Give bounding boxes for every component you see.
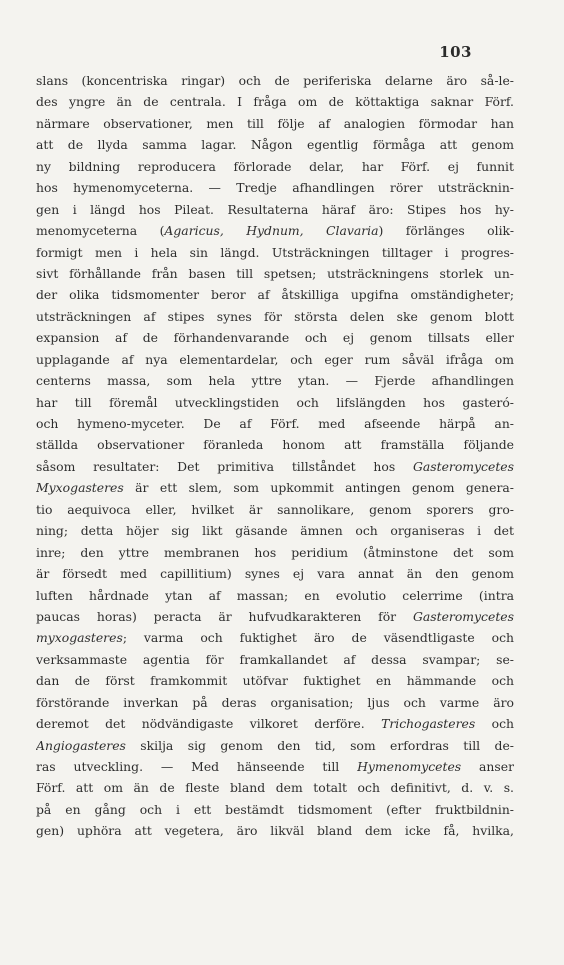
text-line: gen i längd hos Pileat. Resultaterna häraf äro: Stipes hos hy-	[36, 201, 514, 217]
text-line: att de llyda samma lagar. Någon egentlig förmåga att genom	[36, 137, 514, 153]
text-line: centerns massa, som hela yttre ytan. — Fjerde afhandlingen	[36, 373, 514, 389]
text-line: deremot det nödvändigaste vilkoret derföre. Trichogasteres och	[36, 716, 514, 732]
text-line: förstörande inverkan på deras organisation; ljus och varme äro	[36, 694, 514, 710]
italic-term: myxogasteres	[36, 630, 123, 646]
italic-term: Hymenomycetes	[357, 759, 462, 774]
text-line: verksammaste agentia för framkallandet af dessa svampar; se-	[36, 651, 514, 667]
text-line: tio aequivoca eller, hvilket är sannolikare, genom sporers gro-	[36, 501, 514, 517]
page-number: 103	[439, 43, 472, 61]
italic-term: Gasteromycetes	[412, 458, 514, 474]
text-line: närmare observationer, men till följe af analogien förmodar han	[36, 115, 514, 131]
text-line: des yngre än de centrala. I fråga om de köttaktiga saknar Förf.	[36, 94, 514, 110]
text-line: upplagande af nya elementardelar, och eger rum såväl ifråga om	[36, 351, 514, 367]
text-line: och hymeno-myceter. De af Förf. med afseende härpå an-	[36, 416, 514, 431]
text-line: dan de först framkommit utöfvar fuktighet en hämmande och	[36, 673, 514, 689]
text-line: inre; den yttre membranen hos peridium (åtminstone det som	[36, 544, 514, 560]
text-line: slans (koncentriska ringar) och de periferiska delarne äro så-le-	[36, 73, 514, 88]
text-line: har till föremål utvecklingstiden och lifslängden hos gasteró-	[36, 394, 514, 410]
text-line: utsträckningen af stipes synes för största delen ske genom blott	[36, 308, 514, 324]
italic-term: Agaricus, Hydnum, Clavaria	[164, 223, 379, 239]
italic-term: Myxogasteres	[36, 480, 124, 496]
text-line: menomyceterna (Agaricus, Hydnum, Clavaria) förlänges olik-	[36, 223, 514, 239]
text-line: Angiogasteres skilja sig genom den tid, som erfordras till de-	[36, 737, 514, 753]
text-line: myxogasteres; varma och fuktighet äro de väsendtligaste och	[36, 630, 514, 646]
text-line: sivt förhållande från basen till spetsen; utsträckningens storlek un-	[36, 265, 514, 281]
text-line: ning; detta höjer sig likt gäsande ämnen och organiseras i det	[36, 523, 514, 539]
text-line: Myxogasteres är ett slem, som upkommit antingen genom genera-	[36, 480, 514, 496]
text-line: der olika tidsmomenter beror af åtskilliga upgifna omständigheter;	[36, 287, 514, 303]
text-line: ny bildning reproducera förlorade delar, har Förf. ej funnit	[36, 158, 514, 174]
text-line: luften hårdnade ytan af massan; en evolutio celerrime (intra	[36, 587, 514, 603]
text-line: är försedt med capillitium) synes ej vara annat än den genom	[36, 566, 514, 582]
text-line: på en gång och i ett bestämdt tidsmoment (efter fruktbildnin-	[36, 801, 514, 817]
italic-term: Gasteromycetes	[412, 608, 514, 624]
italic-term: Trichogasteres	[381, 716, 476, 732]
italic-term: Angiogasteres	[36, 737, 126, 753]
text-line: hos hymenomyceterna. — Tredje afhandlingen rörer utsträcknin-	[36, 180, 514, 196]
text-line: paucas horas) peracta är hufvudkarakteren för Gasteromycetes	[36, 608, 514, 624]
text-line: gen) uphöra att vegetera, äro likväl bland dem icke få, hvilka,	[36, 823, 514, 839]
text-line: ställda observationer föranleda honom att framställa följande	[36, 437, 514, 453]
text-line: Förf. att om än de fleste bland dem totalt och definitivt, d. v. s.	[36, 780, 514, 796]
body-text	[36, 70, 514, 842]
text-line: expansion af de förhandenvarande och ej genom tillsats eller	[36, 330, 514, 346]
text-line: formigt men i hela sin längd. Utsträckningen tilltager i progres-	[36, 244, 514, 260]
text-line: ras utveckling. — Med hänseende till Hymenomycetes anser	[36, 759, 514, 774]
text-line: såsom resultater: Det primitiva tillståndet hos Gasteromycetes	[36, 458, 514, 474]
